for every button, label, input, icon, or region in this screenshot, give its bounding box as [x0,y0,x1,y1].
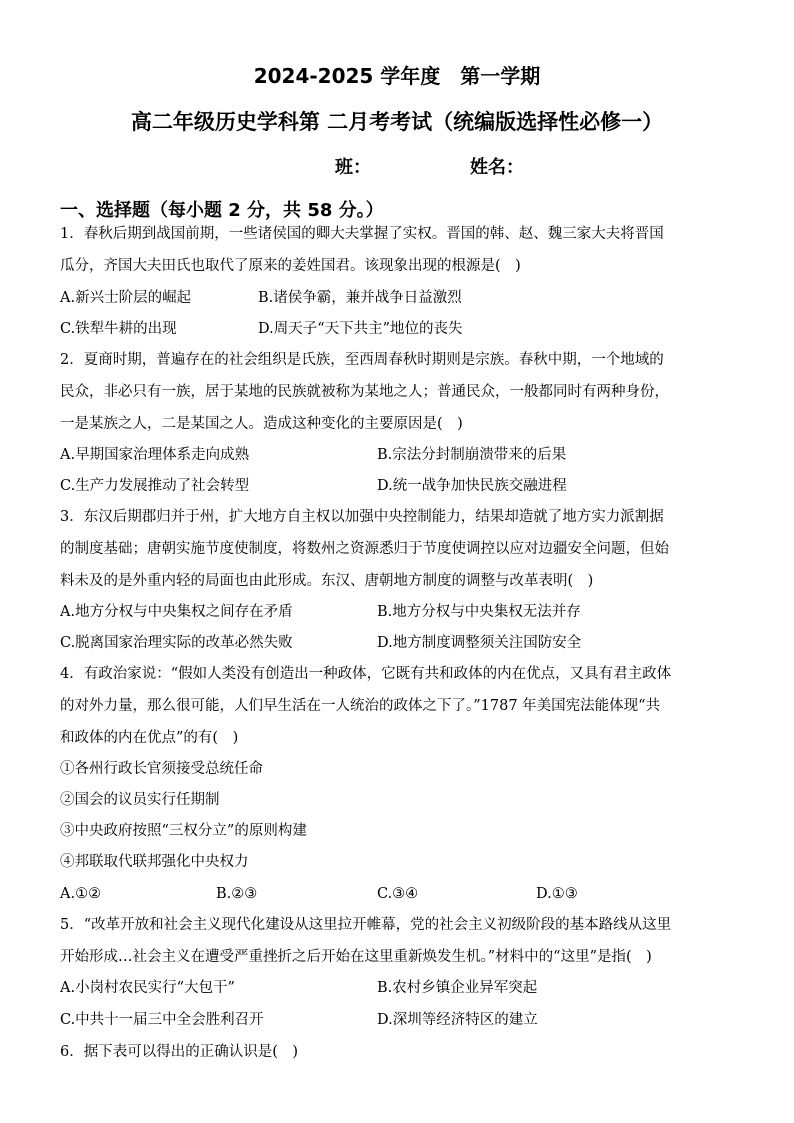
q3-option-d: D.地方制度调整须关注国防安全 [377,635,582,651]
class-label: 班： [335,157,371,178]
exam-title: 高二年级历史学科第 二月考考试（统编版选择性必修一） [130,110,664,134]
question-3-line: 料未及的是外重内轻的局面也由此形成。东汉、唐朝地方制度的调整与改革表明( ) [60,573,594,589]
question-2-line: 民众，非必只有一族，居于某地的民族就被称为某地之人；普通民众，一般都同时有两种身份， [60,384,669,400]
question-5-line: 开始形成…社会主义在遭受严重挫折之后开始在这里重新焕发生机。”材料中的“这里”是指( ) [60,949,652,965]
q5-option-c: C.中共十一届三中全会胜利召开 [60,1012,264,1028]
q4-option-b: B.②③ [216,886,258,902]
q1-option-d: D.周天子“天下共主”地位的丧失 [258,321,463,337]
question-1-line: 瓜分，齐国大夫田氏也取代了原来的姜姓国君。该现象出现的根源是( ) [60,258,521,274]
q5-option-d: D.深圳等经济特区的建立 [377,1012,538,1028]
q4-option-a: A.①② [60,886,102,902]
section-heading: 一、选择题（每小题 2 分，共 58 分。） [60,200,384,221]
q4-option-c: C.③④ [377,886,419,902]
q3-option-c: C.脱离国家治理实际的改革必然失败 [60,635,293,651]
q2-option-c: C.生产力发展推动了社会转型 [60,478,250,494]
q2-option-d: D.统一战争加快民族交融进程 [377,478,567,494]
question-2-line: 一是某族之人，二是某国之人。造成这种变化的主要原因是( ) [60,416,463,432]
question-4-line: 和政体的内在优点”的有( ) [60,730,239,746]
q1-option-c: C.铁犁牛耕的出现 [60,321,177,337]
exam-year-title: 2024-2025 学年度 第一学期 [253,64,541,88]
question-1-line: 1．春秋后期到战国前期，一些诸侯国的卿大夫掌握了实权。晋国的韩、赵、魏三家大夫将晋国 [60,226,664,242]
question-5-line: 5．“改革开放和社会主义现代化建设从这里拉开帷幕，党的社会主义初级阶段的基本路线从这里 [60,917,672,933]
q4-statement: ④邦联取代联邦强化中央权力 [60,854,249,870]
question-3-line: 3．东汉后期郡归并于州，扩大地方自主权以加强中央控制能力，结果却造就了地方实力派割据 [60,509,664,525]
q4-statement: ①各州行政长官须接受总统任命 [60,761,263,777]
q4-statement: ③中央政府按照“三权分立”的原则构建 [60,823,307,839]
q5-option-a: A.小岗村农民实行“大包干” [60,980,235,996]
q3-option-a: A.地方分权与中央集权之间存在矛盾 [60,604,293,620]
q4-statement: ②国会的议员实行任期制 [60,792,220,808]
q3-option-b: B.地方分权与中央集权无法并存 [377,604,581,620]
q1-option-b: B.诸侯争霸，兼并战争日益激烈 [258,290,462,306]
question-6-line: 6．据下表可以得出的正确认识是( ) [60,1044,299,1060]
question-4-line: 的对外力量，那么很可能，人们早生活在一人统治的政体之下了。”1787 年美国宪法能体现“共 [60,698,661,714]
q2-option-a: A.早期国家治理体系走向成熟 [60,447,250,463]
question-3-line: 的制度基础；唐朝实施节度使制度，将数州之资源悉归于节度使调控以应对边疆安全问题，但始 [60,541,669,557]
question-2-line: 2．夏商时期，普遍存在的社会组织是氏族，至西周春秋时期则是宗族。春秋中期，一个地域的 [60,352,664,368]
q4-option-d: D.①③ [536,886,578,902]
q1-option-a: A.新兴士阶层的崛起 [60,290,192,306]
question-4-line: 4．有政治家说：“假如人类没有创造出一种政体，它既有共和政体的内在优点，又具有君主政体 [60,666,672,682]
q2-option-b: B.宗法分封制崩溃带来的后果 [377,447,567,463]
name-label: 姓名： [470,157,524,178]
q5-option-b: B.农村乡镇企业异军突起 [377,980,538,996]
